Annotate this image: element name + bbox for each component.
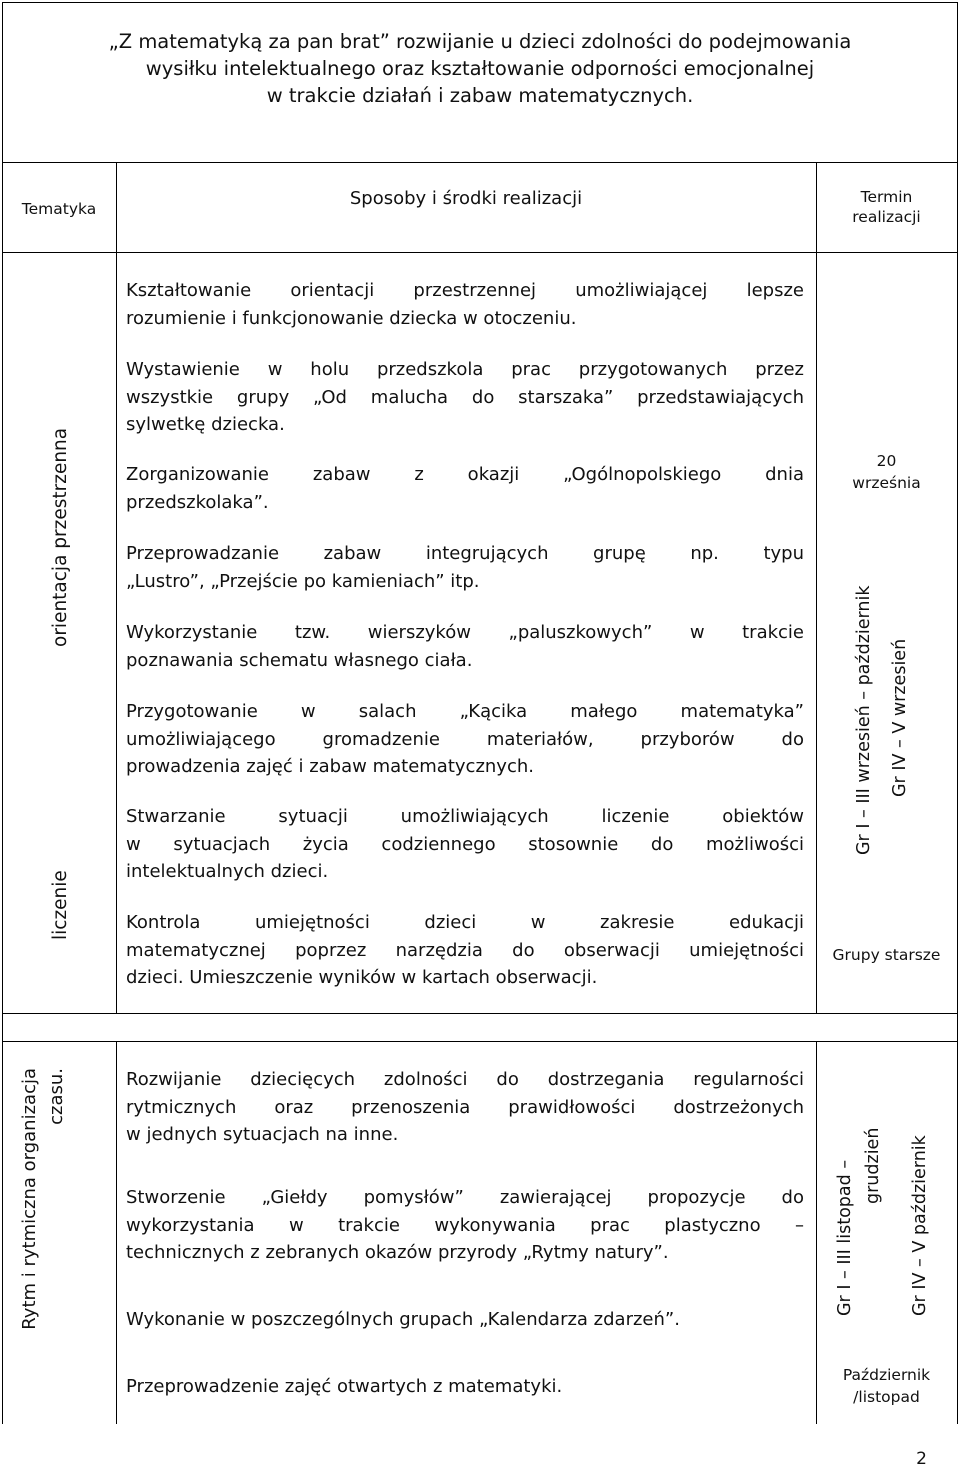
s1-p6-line-2: umożliwiającego gromadzenie materiałów, przyborów do xyxy=(126,728,804,750)
s2-p1-line-3: w jednych sytuacjach na inne. xyxy=(126,1124,399,1145)
s1-p6-line-3: prowadzenia zajęć i zabaw matematycznych. xyxy=(126,756,534,777)
title-line-3: w trakcie działań i zabaw matematycznych. xyxy=(266,84,694,107)
s2-month-line-2: /listopad xyxy=(853,1388,920,1406)
s1-p8-line-1: Kontrola umiejętności dzieci w zakresie edukacji xyxy=(126,912,804,933)
s2-p3-line-1: Wykonanie w poszczególnych grupach „Kalendarza zdarzeń”. xyxy=(126,1309,680,1330)
s1-p2-line-3: sylwetkę dziecka. xyxy=(126,414,285,435)
s1-p2-line-2: wszystkie grupy „Od malucha do starszaka” przedstawiających xyxy=(126,386,804,408)
s1-p3-line-2: przedszkolaka”. xyxy=(126,491,269,513)
s1-p7-line-2: w sytuacjach życia codziennego stosownie do możliwości xyxy=(126,833,804,855)
s1-p4-line-2: „Lustro”, „Przejście po kamieniach” itp. xyxy=(126,570,480,592)
s1-paragraph-8 xyxy=(126,909,804,992)
s1-p8-line-3: dzieci. Umieszczenie wyników w kartach obserwacji. xyxy=(126,967,598,988)
header-term-line-1: Termin xyxy=(860,188,913,206)
header-top-line xyxy=(2,162,958,163)
s1-p7-line-1: Stwarzanie sytuacji umożliwiających liczenie obiektów xyxy=(126,806,804,827)
s1-term-groups-1-3: Gr I – III wrzesień – październik xyxy=(854,585,874,855)
s1-paragraph-6 xyxy=(126,698,804,781)
s2-p1-line-2: rytmicznych oraz przenoszenia prawidłowości dostrzeżonych xyxy=(126,1096,804,1118)
col-divider-2 xyxy=(816,162,817,1014)
s1-date-day: 20 xyxy=(876,452,897,470)
theme-rhythm xyxy=(16,1068,70,1388)
title-line-1: „Z matematyką za pan brat” rozwijanie u dzieci zdolności do podejmowania xyxy=(108,30,852,53)
theme-rhythm-line-2: czasu. xyxy=(46,1068,67,1125)
document-title xyxy=(2,28,958,109)
theme-counting: liczenie xyxy=(50,870,71,940)
table-border-top xyxy=(2,2,958,3)
s1-date xyxy=(816,450,957,494)
s1-paragraph-4 xyxy=(126,540,804,595)
s2-term-groups-4-5: Gr IV – V październik xyxy=(910,1135,930,1316)
page-number: 2 xyxy=(916,1449,927,1469)
s2-p2-line-2: wykorzystania w trakcie wykonywania prac plastyczno – xyxy=(126,1214,804,1236)
s2-paragraph-3 xyxy=(126,1306,804,1334)
s2-term-groups-1-3 xyxy=(831,1128,887,1316)
section2-top-line xyxy=(2,1041,958,1042)
header-bottom-line xyxy=(2,252,958,253)
col-divider-1b xyxy=(116,1041,117,1424)
s1-p5-line-2: poznawania schematu własnego ciała. xyxy=(126,649,473,671)
s2-paragraph-2 xyxy=(126,1184,804,1267)
table-border-right xyxy=(957,2,958,1424)
s1-paragraph-7 xyxy=(126,803,804,886)
s1-groups-label: Grupy starsze xyxy=(832,946,941,964)
s2-term-a-line-2: grudzień xyxy=(863,1127,883,1204)
s1-paragraph-1 xyxy=(126,277,804,332)
s1-p1-line-2: rozumienie i funkcjonowanie dziecka w otoczeniu. xyxy=(126,307,577,329)
s1-p4-line-1: Przeprowadzanie zabaw integrujących grupę np. typu xyxy=(126,543,804,564)
s1-p6-line-1: Przygotowanie w salach „Kącika małego matematyka” xyxy=(126,701,804,722)
title-line-2: wysiłku intelektualnego oraz kształtowanie odporności emocjonalnej xyxy=(145,57,815,80)
s1-paragraph-3 xyxy=(126,461,804,516)
s2-month-line-1: Październik xyxy=(842,1366,931,1384)
s1-p1-line-1: Kształtowanie orientacji przestrzennej umożliwiającej lepsze xyxy=(126,280,804,301)
header-term xyxy=(816,187,957,227)
s1-p3-line-1: Zorganizowanie zabaw z okazji „Ogólnopolskiego dnia xyxy=(126,464,804,485)
s1-p7-line-3: intelektualnych dzieci. xyxy=(126,861,329,882)
s2-term-a-line-1: Gr I – III listopad – xyxy=(835,1159,855,1316)
section1-bottom-line xyxy=(2,1013,958,1014)
s1-paragraph-5 xyxy=(126,619,804,674)
theme-spatial-orientation: orientacja przestrzenna xyxy=(50,427,71,647)
s2-paragraph-4 xyxy=(126,1373,804,1401)
s1-p8-line-2: matematycznej poprzez narzędzia do obserwacji umiejętności xyxy=(126,939,804,961)
theme-rhythm-line-1: Rytm i rytmiczna organizacja xyxy=(19,1068,40,1330)
s2-p2-line-3: technicznych z zebranych okazów przyrody „Rytmy natury”. xyxy=(126,1242,669,1263)
s1-date-month: września xyxy=(852,474,921,492)
col-divider-1 xyxy=(116,162,117,1014)
s1-p2-line-1: Wystawienie w holu przedszkola prac przygotowanych przez xyxy=(126,359,804,380)
header-methods: Sposoby i środki realizacji xyxy=(349,188,583,209)
s2-paragraph-1 xyxy=(126,1066,804,1149)
s2-p4-line-1: Przeprowadzenie zajęć otwartych z matematyki. xyxy=(126,1376,563,1397)
s2-month-label xyxy=(816,1364,957,1408)
s2-p1-line-1: Rozwijanie dziecięcych zdolności do dostrzegania regularności xyxy=(126,1069,804,1090)
s1-paragraph-2 xyxy=(126,356,804,439)
s2-p2-line-1: Stworzenie „Giełdy pomysłów” zawierającej propozycje do xyxy=(126,1187,804,1208)
header-theme: Tematyka xyxy=(21,200,97,218)
s1-term-groups-4-5: Gr IV – V wrzesień xyxy=(890,638,910,797)
s1-p5-line-1: Wykorzystanie tzw. wierszyków „paluszkowych” w trakcie xyxy=(126,622,804,643)
header-term-line-2: realizacji xyxy=(852,208,921,226)
